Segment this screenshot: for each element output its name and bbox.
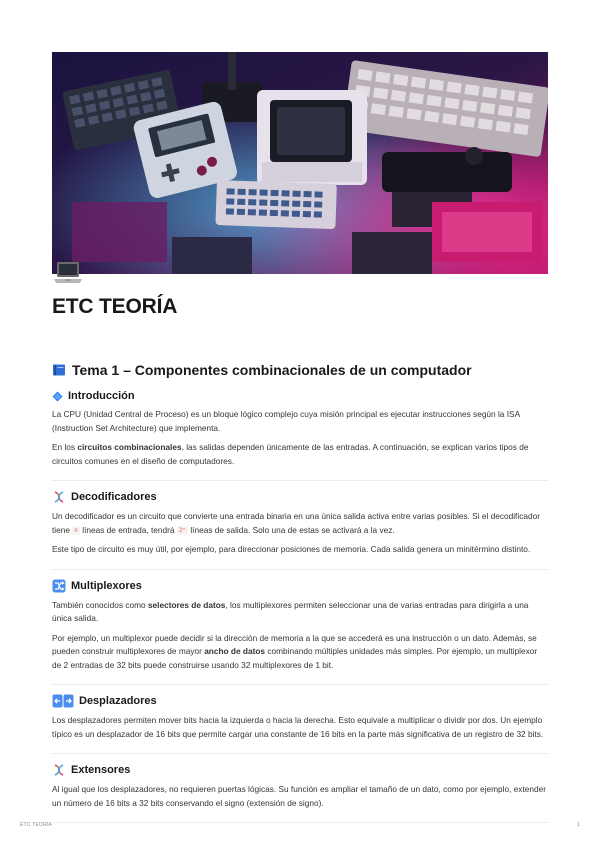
decoders-paragraph-2: Este tipo de circuito es muy útil, por ejemplo, para direccionar posiciones de memoria. Cada salida genera un minitérmino distinto.: [52, 544, 531, 554]
section-mux: [52, 579, 548, 686]
bold-text: selectores de datos: [147, 599, 226, 610]
text-run: líneas de entrada, tendrá: [79, 524, 177, 535]
text-run: Un decodificador es un circuito que convierte una entrada binaria en una única salida activa entre varias posibles. Si el decodificador tiene: [52, 511, 540, 535]
shifters-heading-text: Desplazadores: [79, 695, 157, 707]
section-intro: [52, 390, 548, 481]
mux-heading: [52, 579, 548, 593]
section-extenders: [52, 763, 548, 823]
section-shifters: [52, 694, 548, 754]
text-run: En los: [52, 442, 78, 452]
decoders-heading-text: Decodificadores: [71, 491, 157, 503]
section-decoders: [52, 490, 548, 570]
laptop-icon: [53, 258, 83, 288]
topic-heading: [52, 362, 548, 378]
extenders-paragraph-1: Al igual que los desplazadores, no requieren puertas lógicas. Su función es ampliar el tamaño de un dato, como por ejemplo, extender un número de 16 bits a 32 bits conservando el signo (extensión de signo).: [52, 784, 546, 808]
dna-icon: [52, 763, 66, 777]
retro-computer-illustration: [52, 52, 548, 274]
decoders-heading: [52, 490, 548, 504]
mux-paragraph-2: [52, 632, 548, 673]
intro-heading-text: Introducción: [68, 390, 135, 402]
extenders-heading: [52, 763, 548, 777]
mux-paragraph-1: [52, 599, 548, 626]
footer-page-number: 1: [577, 822, 580, 828]
text-run: Por ejemplo, un multiplexor puede decidir si la dirección de memoria a la que se accederá es una instrucción o un dato. Además, se pueden construir multiplexores de mayor: [52, 632, 537, 656]
text-run: , las salidas dependen únicamente de las entradas. A continuación, se explican varios tipos de circuitos comunes en el diseño de computadores.: [52, 442, 529, 466]
inline-code: n: [74, 526, 78, 534]
intro-paragraph-2: [52, 441, 548, 468]
footer-title: ETC TEORÍA: [20, 822, 52, 828]
text-run: , los multiplexores permiten seleccionar una de varias entradas para dirigirla a una única salida.: [52, 599, 529, 623]
left-right-arrows-icon: [52, 694, 74, 708]
text-run: También conocidos como: [52, 599, 148, 610]
decoders-paragraph-1: [52, 510, 548, 537]
shifters-paragraph-1: Los desplazadores permiten mover bits hacia la izquierda o hacia la derecha. Esto equivale a multiplicar o dividir por dos. Un ejemplo típico es un desplazador de 16 bits que permite cargar una constante de 16 bits en la parte más significativa de un registro de 32 bits.: [52, 715, 544, 739]
page-title: ETC TEORÍA: [52, 295, 178, 318]
extenders-heading-text: Extensores: [71, 764, 131, 776]
page-content: [52, 362, 548, 832]
bold-text: ancho de datos: [204, 646, 266, 656]
intro-heading: [52, 390, 548, 402]
shuffle-icon: [52, 579, 66, 593]
text-run: líneas de salida. Solo una de estas se activará a la vez.: [188, 524, 395, 535]
blue-book-icon: [52, 363, 66, 377]
shifters-heading: [52, 694, 548, 708]
mux-heading-text: Multiplexores: [71, 579, 142, 592]
dna-icon: [52, 490, 66, 504]
cover-image: [52, 52, 548, 274]
intro-paragraph-1: La CPU (Unidad Central de Proceso) es un bloque lógico complejo cuya misión principal es ejecutar instrucciones según la ISA (Instruction Set Architecture) que implementa.: [52, 409, 520, 433]
inline-code: 2ⁿ: [178, 526, 187, 534]
bold-text: circuitos combinacionales: [77, 442, 182, 452]
blue-diamond-icon: [52, 391, 63, 402]
topic-heading-text: Tema 1 – Componentes combinacionales de un computador: [72, 362, 472, 378]
text-run: combinando múltiples unidades más simples. Por ejemplo, un multiplexor de 2 entradas de 32 bits puede construirse usando 32 multiplexores de 1 bit.: [52, 646, 538, 670]
